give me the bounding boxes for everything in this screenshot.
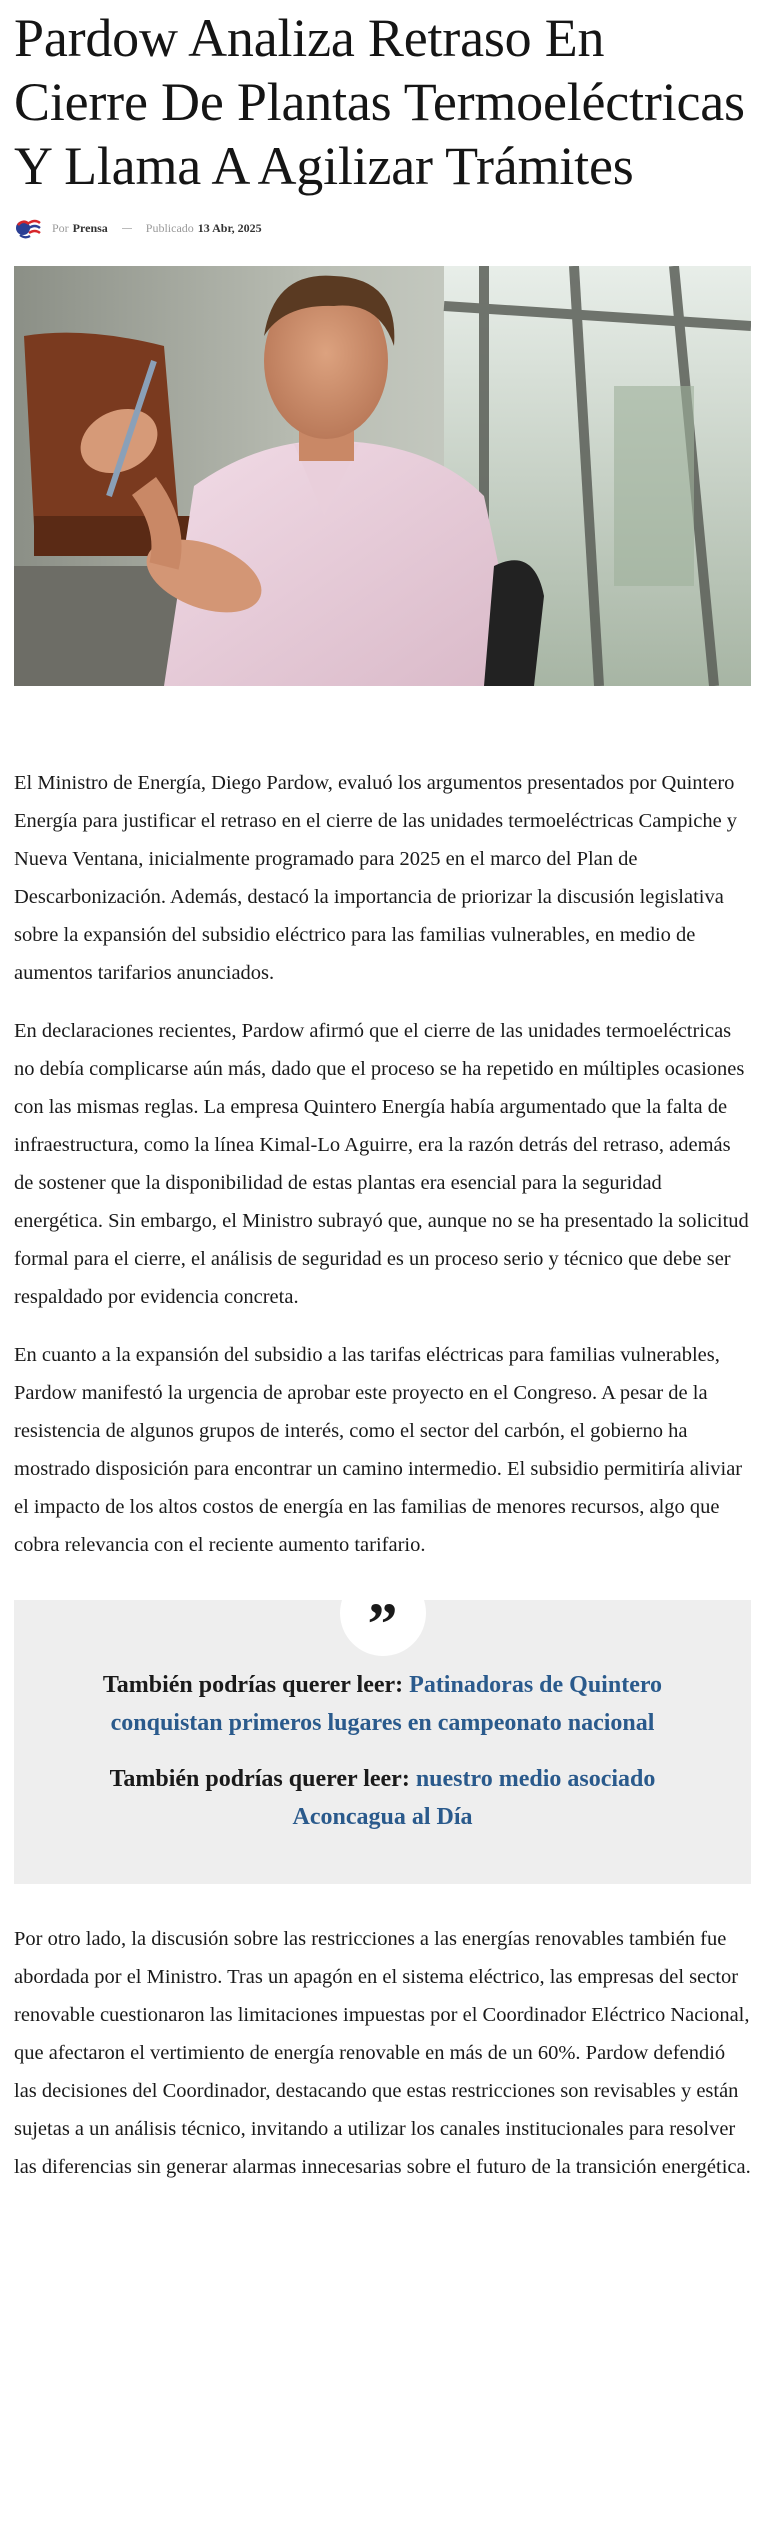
published-date: 13 Abr, 2025: [197, 220, 262, 235]
quote-glyph: ”: [367, 1591, 398, 1657]
byline-label: Por: [52, 220, 69, 235]
meta-separator: [122, 228, 132, 229]
paragraph-3: En cuanto a la expansión del subsidio a las tarifas eléctricas para familias vulnerables, Pardow manifestó la urgencia de aprobar este proyecto en el Congreso. A pesar de la resistencia de algunos grupos de interés, como el sector del carbón, el gobierno ha mostrado disposición para encontrar un camino intermedio. El subsidio permitiría aliviar el impacto de los altos costos de energía en las familias de menores recursos, algo que cobra relevancia con el reciente aumento tarifario.: [14, 1344, 743, 1556]
related-link-patinadoras[interactable]: Patinadoras de Quintero conquistan primeros lugares en campeonato nacional: [110, 1672, 663, 1736]
photo-minister-speaking-icon: [14, 266, 751, 686]
related-label: También podrías querer leer:: [102, 1672, 404, 1698]
published-label: Publicado: [145, 220, 194, 235]
site-logo-icon[interactable]: [14, 213, 44, 243]
article-meta: [14, 208, 751, 248]
hero-image: [14, 266, 751, 686]
related-articles-box: [14, 1591, 751, 1884]
paragraph-2: En declaraciones recientes, Pardow afirmó que el cierre de las unidades termoeléctricas no debía complicarse aún más, dado que el proceso se ha repetido en múltiples ocasiones con las mismas reglas. La empresa Quintero Energía había argumentado que la falta de infraestructura, como la línea Kimal-Lo Aguirre, era la razón detrás del retraso, además de sostener que la disponibilidad de estas plantas era esencial para la seguridad energética. Sin embargo, el Ministro subrayó que, aunque no se ha presentado la solicitud formal para el cierre, el análisis de seguridad es un proceso serio y técnico que debe ser respaldado por evidencia concreta.: [14, 1020, 749, 1308]
author-link[interactable]: Prensa: [72, 220, 108, 235]
related-item-2: [54, 1760, 711, 1836]
article-title: Pardow Analiza Retraso En Cierre De Plantas Termoeléctricas Y Llama A Agilizar Trámites: [14, 8, 745, 196]
quote-icon: [340, 1570, 426, 1656]
related-label: También podrías querer leer:: [109, 1766, 410, 1792]
article-body-continued: [14, 1920, 751, 2186]
related-link-aconcagua[interactable]: nuestro medio asociado Aconcagua al Día: [292, 1766, 656, 1830]
paragraph-4: Por otro lado, la discusión sobre las restricciones a las energías renovables también fue abordada por el Ministro. Tras un apagón en el sistema eléctrico, las empresas del sector renovable cuestionaron las limitaciones impuestas por el Coordinador Eléctrico Nacional, que afectaron el vertimiento de energía renovable en más de un 60%. Pardow defendió las decisiones del Coordinador, destacando que estas restricciones son revisables y están sujetas a un análisis técnico, invitando a utilizar los canales institucionales para resolver las diferencias sin generar alarmas innecesarias sobre el futuro de la transición energética.: [14, 1928, 751, 2178]
paragraph-1: El Ministro de Energía, Diego Pardow, evaluó los argumentos presentados por Quintero Energía para justificar el retraso en el cierre de las unidades termoeléctricas Campiche y Nueva Ventana, inicialmente programado para 2025 en el marco del Plan de Descarbonización. Además, destacó la importancia de priorizar la discusión legislativa sobre la expansión del subsidio eléctrico para las familias vulnerables, en medio de aumentos tarifarios anunciados.: [14, 772, 738, 984]
related-item-1: [54, 1666, 711, 1742]
article-body: [14, 764, 751, 1564]
